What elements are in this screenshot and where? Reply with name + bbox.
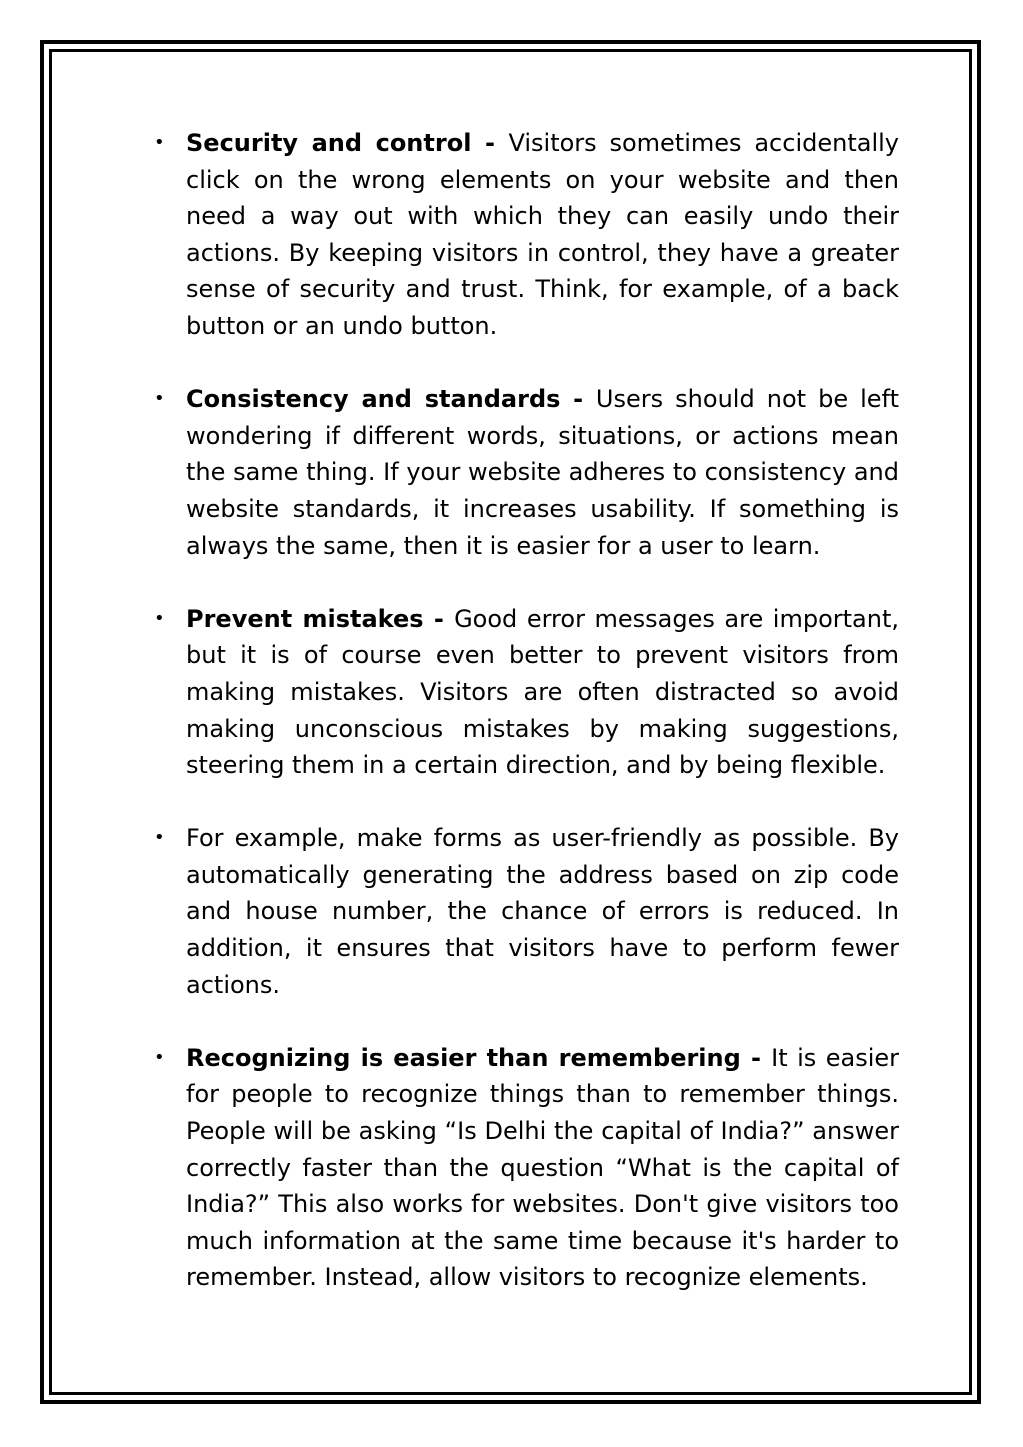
- list-item-forms-example: [154, 820, 899, 1003]
- item-heading: Recognizing is easier than remembering -: [186, 1043, 772, 1072]
- bullet-list: [154, 125, 899, 1333]
- list-item-consistency-and-standards: [154, 381, 899, 564]
- bullet-icon: •: [154, 607, 165, 629]
- item-text: Users should not be left wondering if different words, situations, or actions mean the same thing. If your website adheres to consistency and website standards, it increases usability. If something is always the same, then it is easier for a user to learn.: [186, 385, 899, 560]
- list-item-prevent-mistakes: [154, 601, 899, 784]
- list-item-recognizing-vs-remembering: [154, 1040, 899, 1296]
- item-text: Good error messages are important, but it is of course even better to prevent visitors from making mistakes. Visitors are often distracted so avoid making unconscious mistakes by making suggestions, steering them in a certain direction, and by being flexible.: [186, 604, 899, 780]
- item-text: It is easier for people to recognize things than to remember things. People will be asking “Is Delhi the capital of India?” answer correctly faster than the question “What is the capital of India?” This also works for websites. Don't give visitors too much information at the same time because it's harder to remember. Instead, allow visitors to recognize elements.: [186, 1043, 899, 1292]
- item-heading: Consistency and standards -: [186, 385, 596, 414]
- item-text: For example, make forms as user-friendly as possible. By automatically generating the address based on zip code and house number, the chance of errors is reduced. In addition, it ensures that visitors have to perform fewer actions.: [186, 824, 899, 999]
- item-text: Visitors sometimes accidentally click on the wrong elements on your website and then need a way out with which they can easily undo their actions. By keeping visitors in control, they have a greater sense of security and trust. Think, for example, of a back button or an undo button.: [186, 129, 899, 340]
- bullet-icon: •: [154, 132, 165, 153]
- bullet-icon: •: [154, 388, 165, 410]
- list-item-security-and-control: [154, 125, 899, 345]
- bullet-icon: •: [154, 827, 165, 849]
- bullet-icon: •: [154, 1046, 165, 1068]
- item-heading: Security and control -: [186, 129, 509, 157]
- item-heading: Prevent mistakes -: [186, 604, 455, 633]
